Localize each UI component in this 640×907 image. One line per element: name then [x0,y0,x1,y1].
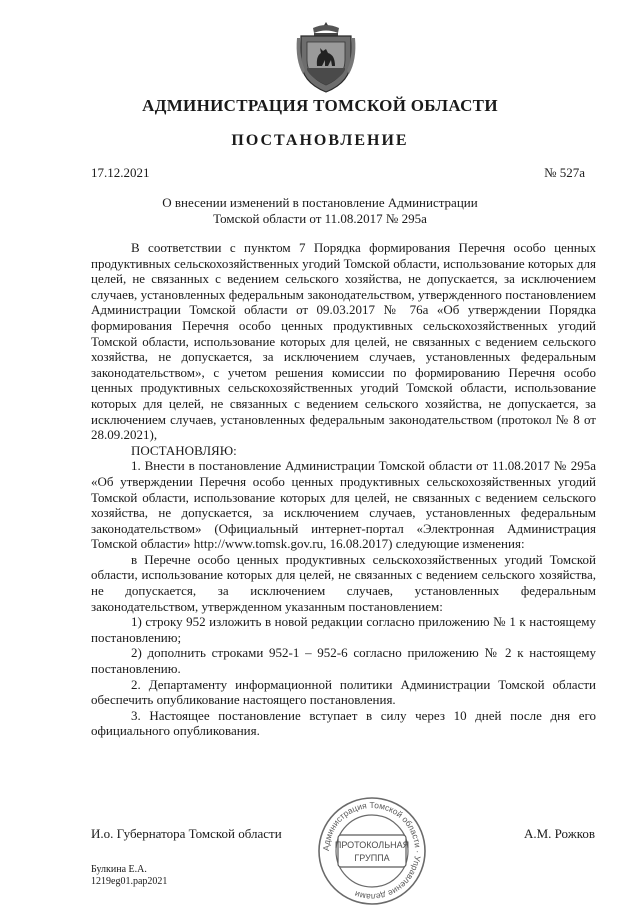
preamble-paragraph: В соответствии с пунктом 7 Порядка формирования Перечня особо ценных продуктивных сельскохозяйственных угодий Томской области, использование которых для целей, не связанных с ведением сельского хозяйства, не допускается, за исключением случаев, установленных федеральным законодательством, утвержденного постановлением Администрации Томской области от 09.03.2017 № 76а «Об утверждении Порядка формирования Перечня особо ценных продуктивных сельскохозяйственных угодий Томской области, использование которых для целей, не связанных с ведением сельского хозяйства, не допускается, за исключением случаев, установленных федеральным законодательством», с учетом решения комиссии по формированию Перечня особо ценных продуктивных сельскохозяйственных угодий Томской области, использование которых для целей, не связанных с ведением сельского хозяйства, не допускается, за исключением случаев, установленных федеральным законодательством (протокол № 8 от 28.09.2021), [91,240,596,443]
executor-name: Булкина Е.А. [91,864,147,875]
subitem-paragraph: 2) дополнить строками 952-1 – 952-6 согласно приложению № 2 к настоящему постановлению. [91,645,596,677]
stamp-center-text: ПРОТОКОЛЬНАЯ [334,840,410,850]
organization-title: АДМИНИСТРАЦИЯ ТОМСКОЙ ОБЛАСТИ [142,96,498,115]
document-number: № 527а [544,165,585,180]
document-subject [0,195,640,227]
file-reference: 1219eg01.pap2021 [91,876,168,887]
item-paragraph: 3. Настоящее постановление вступает в силу через 10 дней после дня его официального опубликования. [91,707,596,739]
document-date: 17.12.2021 [91,165,150,180]
official-stamp [316,795,428,907]
subject-line: Томской области от 11.08.2017 № 295а [213,211,427,226]
signer-position: И.о. Губернатора Томской области [91,826,282,841]
coat-of-arms-icon [295,20,357,94]
executor-info [91,864,167,888]
item-paragraph: 2. Департаменту информационной политики Администрации Томской области обеспечить опубликование настоящего постановления. [91,676,596,708]
stamp-ring-text: Администрация Томской области · Управление делами [320,799,424,903]
document-type: ПОСТАНОВЛЕНИЕ [231,132,409,149]
item-paragraph: 1. Внести в постановление Администрации Томской области от 11.08.2017 № 295а «Об утверждении Перечня особо ценных продуктивных сельскохозяйственных угодий Томской области, использование которых для целей, не связанных с ведением сельского хозяйства, не допускается, за исключением случаев, установленных федеральным законодательством» (Официальный интернет-портал «Электронная Администрация Томской области» http://www.tomsk.gov.ru, 16.08.2017) следующие изменения: [91,458,596,552]
stamp-center-text: ГРУППА [354,853,390,863]
item-paragraph: в Перечне особо ценных продуктивных сельскохозяйственных угодий Томской области, использование которых для целей, не связанных с ведением сельского хозяйства, не допускается, за исключением случаев, установленных федеральным законодательством, утвержденном указанным постановлением: [91,551,596,614]
resolve-heading: ПОСТАНОВЛЯЮ: [131,442,237,458]
signer-name: А.М. Рожков [523,826,595,841]
subitem-paragraph: 1) строку 952 изложить в новой редакции согласно приложению № 1 к настоящему постановлению; [91,614,596,645]
document-body [91,240,596,739]
subject-line: О внесении изменений в постановление Администрации [162,195,478,210]
